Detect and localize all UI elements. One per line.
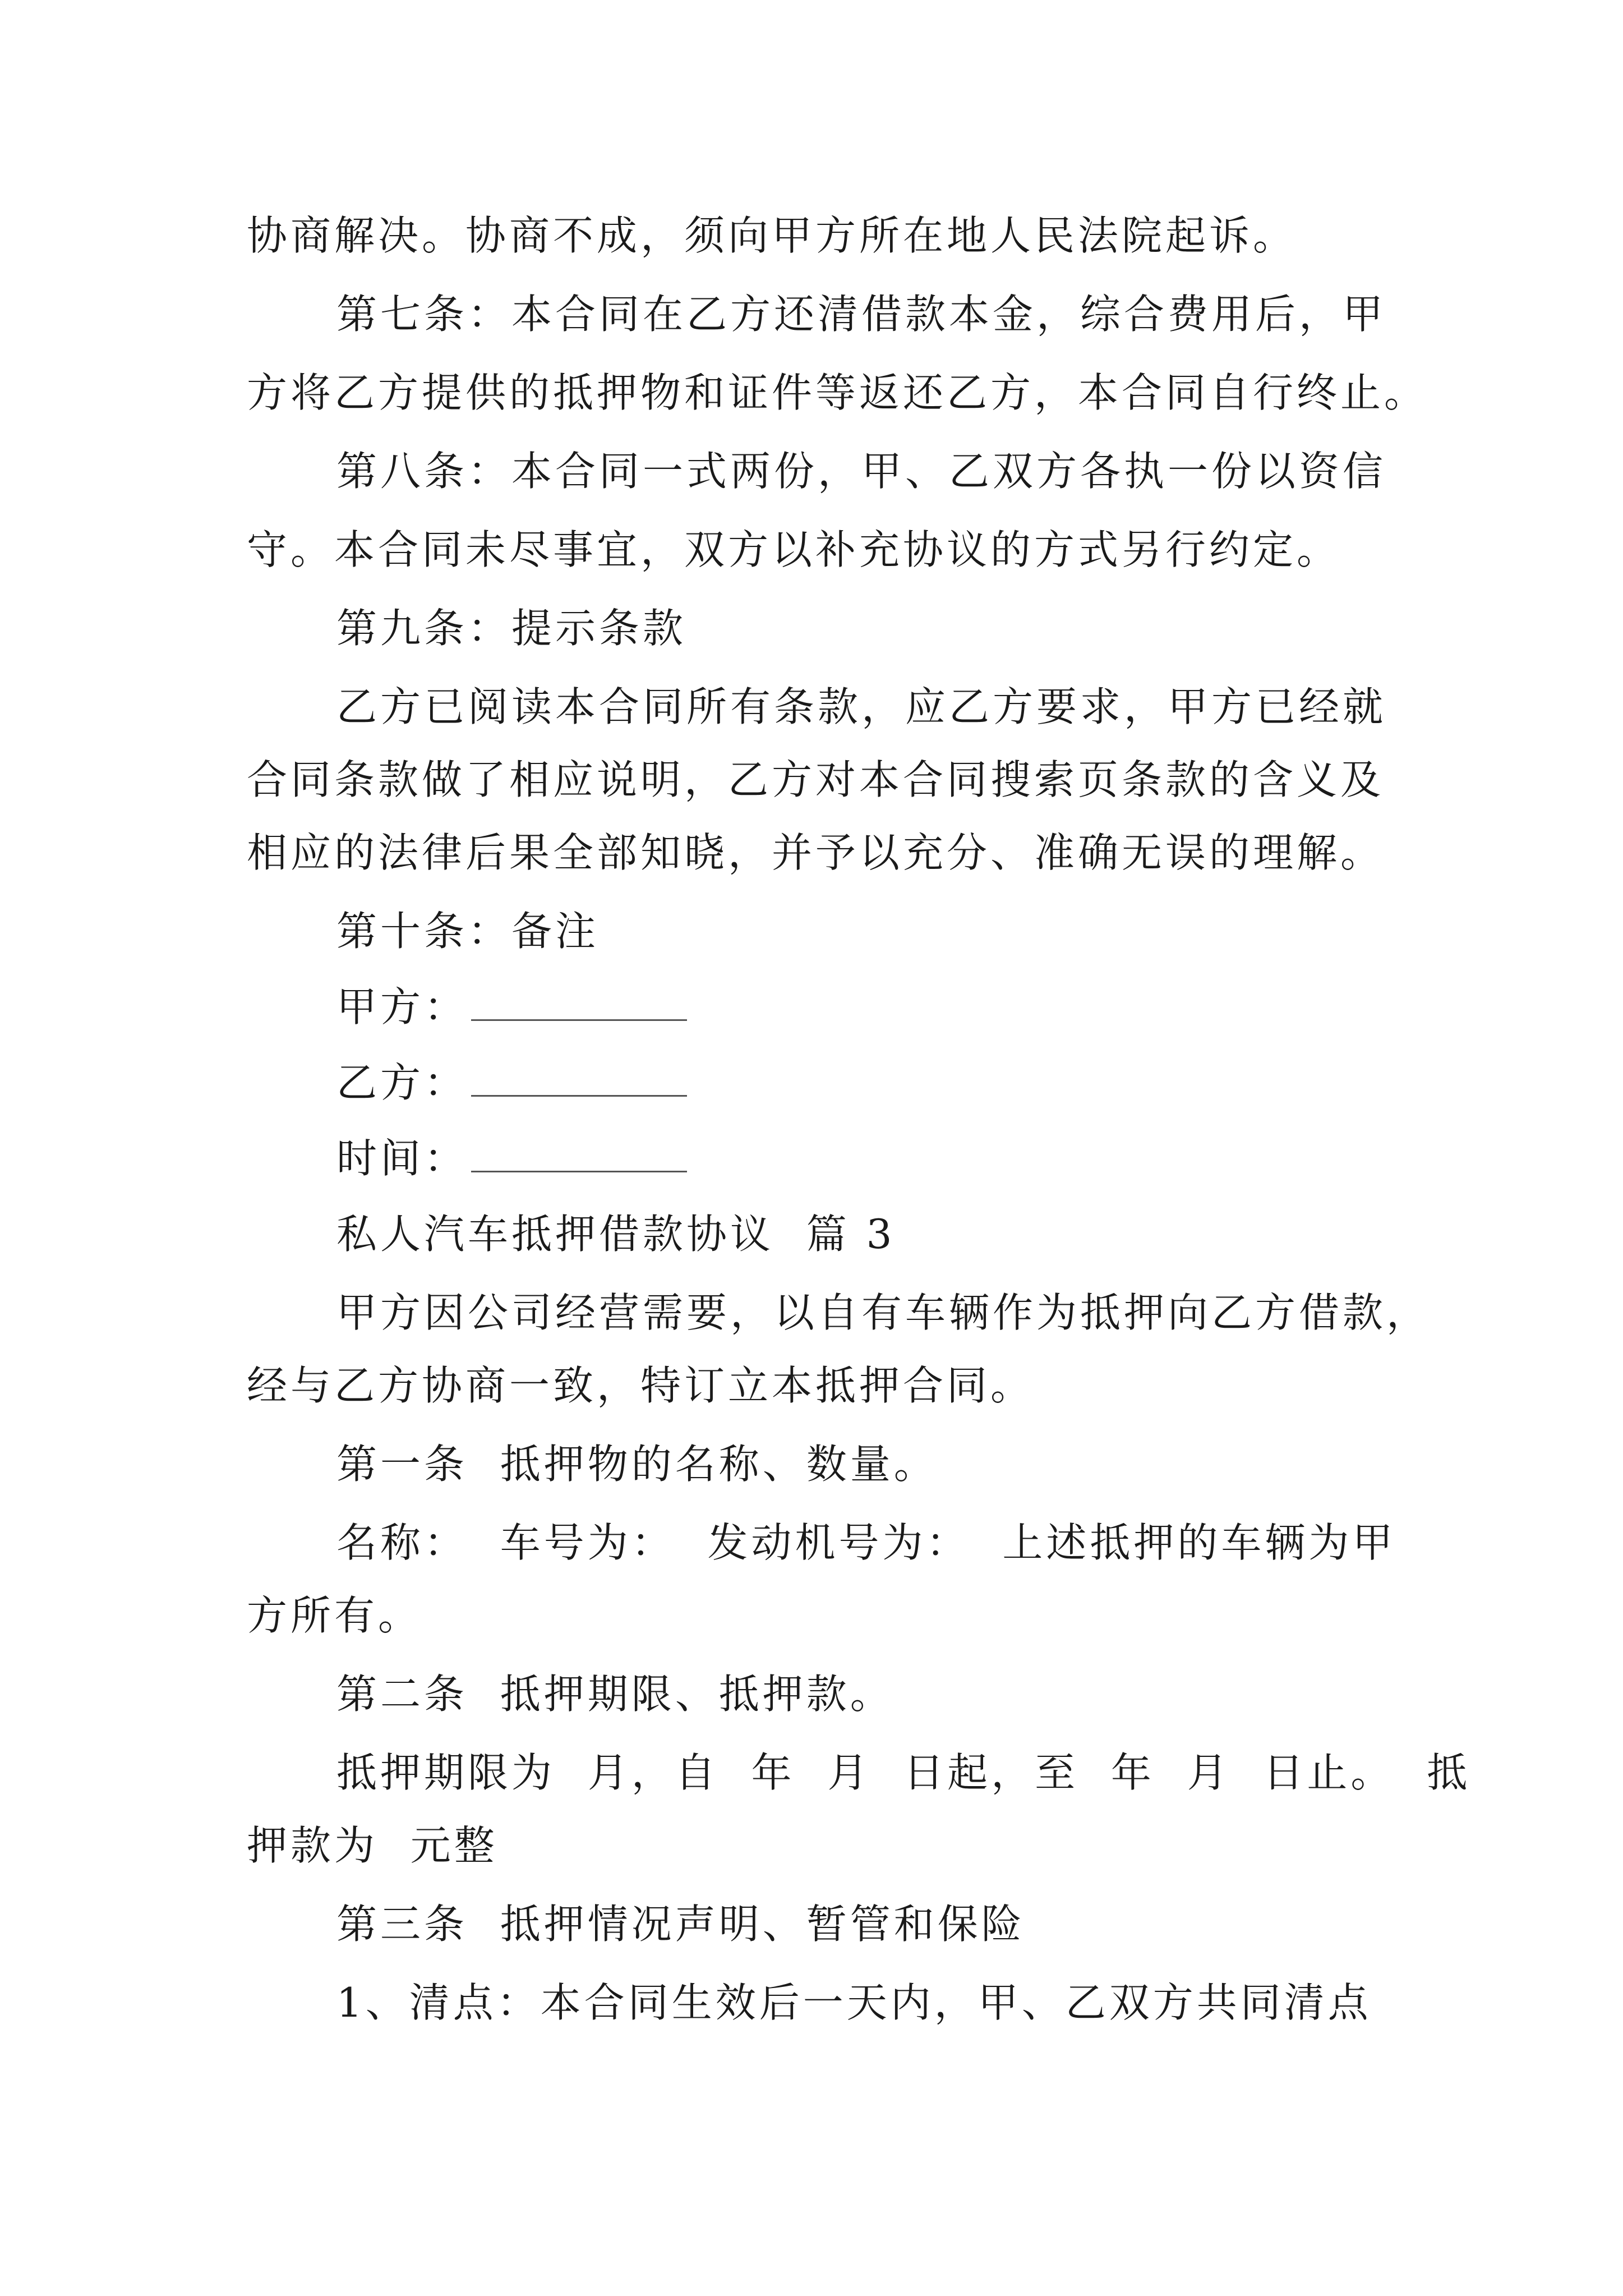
text-line: 相应的法律后果全部知晓，并予以充分、准确无误的理解。 bbox=[247, 829, 1385, 876]
signature-blank bbox=[471, 1137, 687, 1172]
section-title: 私人汽车抵押借款协议 篇 3 bbox=[336, 1211, 896, 1258]
article-8: 第八条：本合同一式两份，甲、乙双方各执一份以资信 bbox=[336, 448, 1387, 495]
text-line: 甲方因公司经营需要，以自有车辆作为抵押向乙方借款， bbox=[336, 1289, 1431, 1336]
text-line: 押款为 元整 bbox=[247, 1822, 498, 1869]
text-line: 乙方已阅读本合同所有条款，应乙方要求，甲方已经就 bbox=[336, 683, 1387, 730]
text-line: 抵押期限为 月，自 年 月 日起，至 年 月 日止。 抵 bbox=[336, 1749, 1471, 1796]
signature-time bbox=[336, 1130, 687, 1186]
text-line: 名称： 车号为： 发动机号为： 上述抵押的车辆为甲 bbox=[336, 1519, 1396, 1566]
article-10: 第十条：备注 bbox=[336, 908, 600, 955]
text-line: 方所有。 bbox=[247, 1592, 422, 1639]
signature-party-a bbox=[336, 979, 687, 1035]
signature-party-b bbox=[336, 1055, 687, 1111]
article-3: 第三条 抵押情况声明、暂管和保险 bbox=[336, 1901, 1025, 1948]
text-line: 合同条款做了相应说明，乙方对本合同搜索页条款的含义及 bbox=[247, 756, 1385, 803]
article-2: 第二条 抵押期限、抵押款。 bbox=[336, 1671, 894, 1718]
text-line: 经与乙方协商一致，特订立本抵押合同。 bbox=[247, 1362, 1035, 1409]
text-line: 协商解决。协商不成，须向甲方所在地人民法院起诉。 bbox=[247, 212, 1297, 259]
signature-label: 时间： bbox=[336, 1135, 468, 1182]
article-9: 第九条：提示条款 bbox=[336, 605, 687, 652]
article-1: 第一条 抵押物的名称、数量。 bbox=[336, 1441, 938, 1488]
text-line: 方将乙方提供的抵押物和证件等返还乙方，本合同自行终止。 bbox=[247, 369, 1428, 416]
text-line: 守。本合同未尽事宜，双方以补充协议的方式另行约定。 bbox=[247, 526, 1341, 573]
signature-blank bbox=[471, 1061, 687, 1097]
signature-label: 甲方： bbox=[336, 983, 468, 1030]
signature-blank bbox=[471, 986, 687, 1021]
article-7: 第七条：本合同在乙方还清借款本金，综合费用后，甲 bbox=[336, 291, 1387, 338]
signature-label: 乙方： bbox=[336, 1059, 468, 1106]
text-line: 1、清点：本合同生效后一天内，甲、乙双方共同清点 bbox=[336, 1979, 1372, 2026]
